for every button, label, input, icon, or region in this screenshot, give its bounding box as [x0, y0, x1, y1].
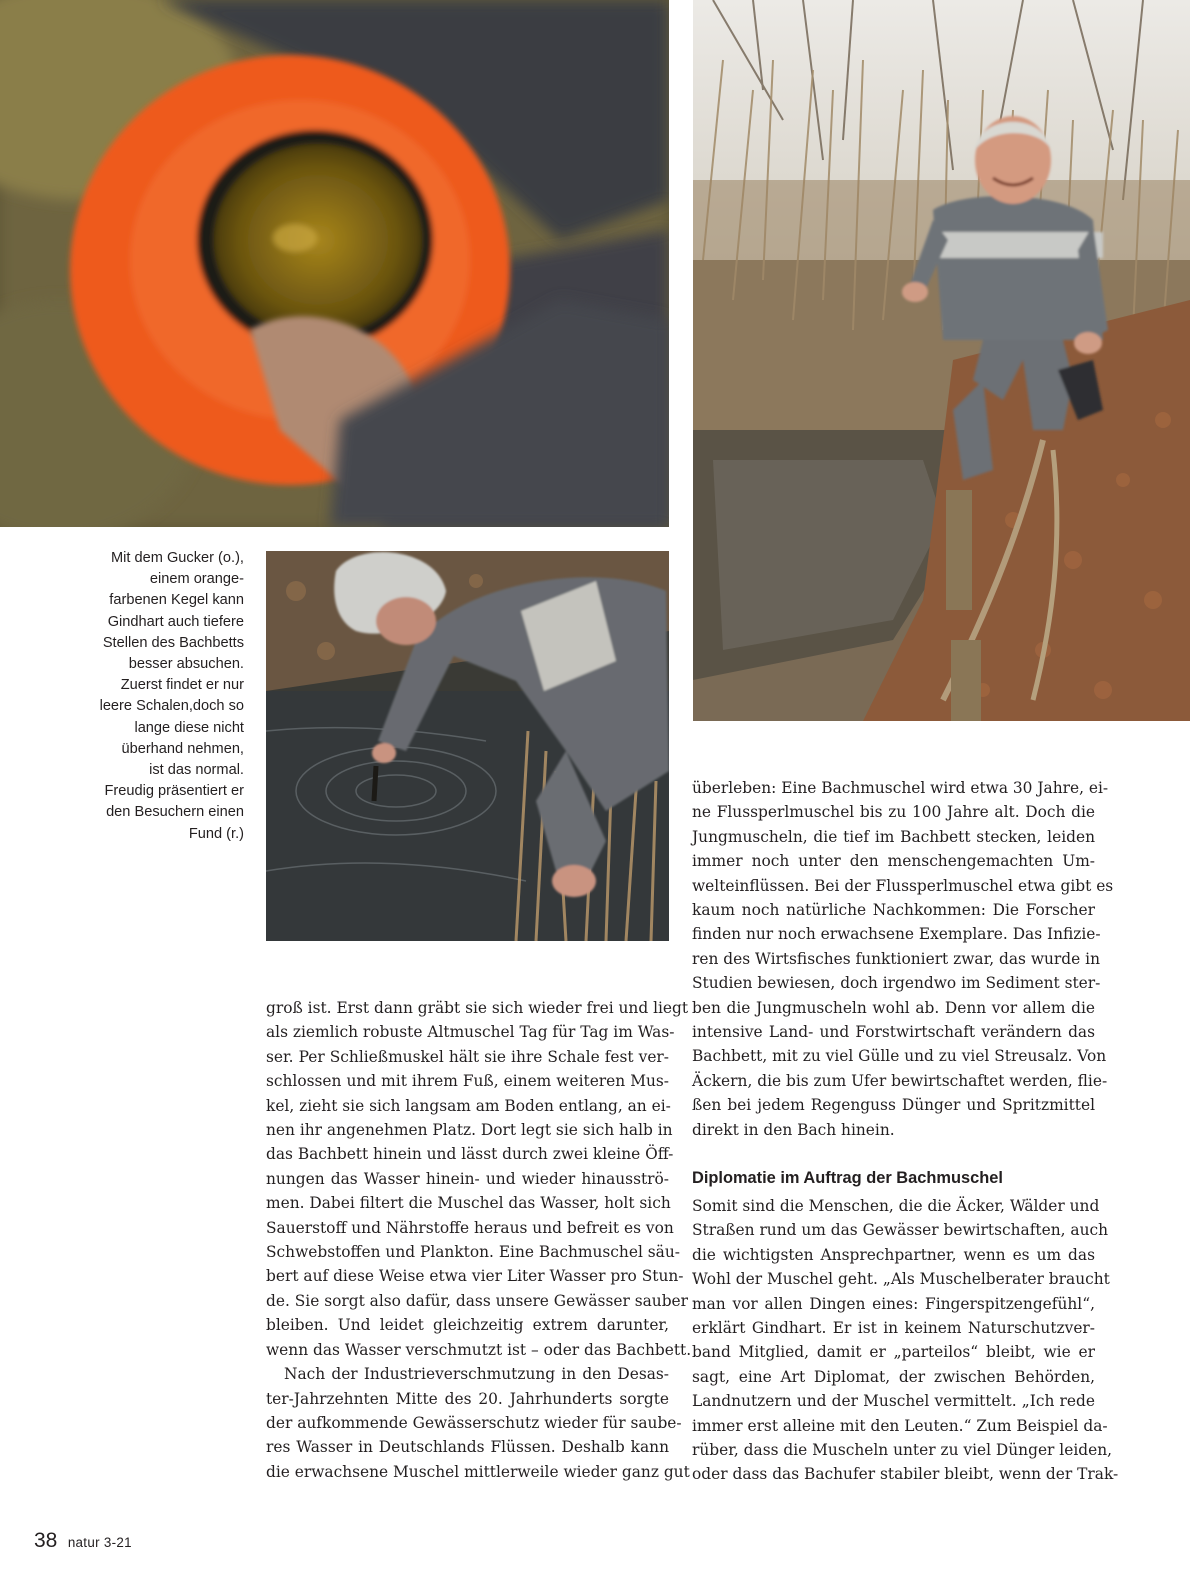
body-line: immer noch unter den menschengemachten Um- [692, 852, 1095, 871]
body-line: rüber, dass die Muscheln unter zu viel Dünger leiden, [692, 1441, 1113, 1460]
caption-line: Freudig präsentiert er [104, 783, 244, 800]
article-column-middle [266, 996, 692, 1484]
body-line: de. Sie sorgt also dafür, dass unsere Gewässer sauber [266, 1291, 689, 1310]
caption-line: leere Schalen,doch so [99, 698, 244, 715]
body-line: direkt in den Bach hinein. [692, 1120, 895, 1139]
body-line: das Bachbett hinein und lässt durch zwei kleine Öff- [266, 1145, 674, 1164]
section-heading: Diplomatie im Auftrag der Bachmuschel [692, 1169, 1003, 1187]
body-line: band Mitglied, damit er „parteilos“ bleibt, wie er [692, 1343, 1095, 1362]
caption-line: einem orange- [149, 571, 244, 588]
body-line: ßen bei jedem Regenguss Dünger und Spritzmittel [692, 1096, 1095, 1115]
body-line: Studien bewiesen, doch irgendwo im Sediment ster- [692, 974, 1101, 993]
body-line: erklärt Gindhart. Er ist in keinem Naturschutzver- [692, 1319, 1095, 1338]
body-line: Sauerstoff und Nährstoffe heraus und befreit es von [266, 1218, 674, 1237]
caption-line: den Besuchern einen [106, 804, 244, 821]
body-line: Straßen rund um das Gewässer bewirtschaften, auch [692, 1221, 1109, 1240]
body-line: finden nur noch erwachsene Exemplare. Das Infizie- [692, 925, 1101, 944]
body-line: die erwachsene Muschel mittlerweile wieder ganz gut [266, 1462, 690, 1481]
caption-line: besser absuchen. [128, 656, 244, 673]
body-line: überleben: Eine Bachmuschel wird etwa 30 Jahre, ei- [692, 779, 1109, 797]
body-line: Schwebstoffen und Plankton. Eine Bachmuschel säu- [266, 1243, 680, 1262]
caption-line: Mit dem Gucker (o.), [111, 550, 244, 566]
photo-man-presenting-find [693, 0, 1190, 721]
page-number: 38 [34, 1529, 58, 1552]
body-line: kel, zieht sie sich langsam am Boden entlang, an ei- [266, 1096, 671, 1115]
body-line: ne Flussperlmuschel bis zu 100 Jahre alt. Doch die [692, 803, 1095, 822]
body-line: nungen das Wasser hinein- und wieder hinausströ- [266, 1169, 669, 1188]
body-line: nen ihr angenehmen Platz. Dort legt sie sich halb in [266, 1121, 673, 1140]
body-line: sagt, eine Art Diplomat, der zwischen Behörden, [692, 1367, 1095, 1386]
body-line: Jungmuscheln, die tief im Bachbett stecken, leiden [692, 827, 1095, 846]
caption-line: Stellen des Bachbetts [102, 634, 244, 651]
body-line: Somit sind die Menschen, die die Äcker, Wälder und [692, 1197, 1100, 1215]
article-column-right-top [692, 776, 1114, 1142]
body-line: ren des Wirtsfisches funktioniert zwar, das wurde in [692, 949, 1100, 968]
body-line: als ziemlich robuste Altmuschel Tag für Tag im Was- [266, 1023, 675, 1042]
photo-man-reaching-stream [266, 551, 669, 941]
body-line: Landnutzern und der Muschel vermittelt. „Ich rede [692, 1392, 1095, 1411]
caption-line: Fund (r.) [188, 825, 244, 842]
body-line: wenn das Wasser verschmutzt ist – oder das Bachbett. [266, 1340, 692, 1359]
article-column-right-bottom [692, 1194, 1119, 1487]
body-line: ben die Jungmuscheln wohl ab. Denn vor allem die [692, 998, 1095, 1017]
body-line: Äckern, die bis zum Ufer bewirtschaftet werden, flie- [692, 1071, 1108, 1090]
body-line: bert auf diese Weise etwa vier Liter Wasser pro Stun- [266, 1267, 684, 1286]
body-line: men. Dabei filtert die Muschel das Wasser, holt sich [266, 1194, 671, 1213]
photo-caption [60, 548, 244, 845]
magazine-issue: natur 3-21 [67, 1535, 132, 1550]
body-line: res Wasser in Deutschlands Flüssen. Deshalb kann [266, 1438, 669, 1457]
body-line: der aufkommende Gewässerschutz wieder für saube- [266, 1413, 682, 1432]
body-line: Bachbett, mit zu viel Gülle und zu viel Streusalz. Von [692, 1047, 1107, 1066]
body-line: Nach der Industrieverschmutzung in den Desas- [284, 1365, 669, 1384]
caption-line: farbenen Kegel kann [109, 592, 244, 609]
photo-gucker-cone [0, 0, 669, 527]
page-footer [34, 1529, 132, 1553]
body-line: bleiben. Und leidet gleichzeitig extrem darunter, [266, 1316, 669, 1335]
body-line: intensive Land- und Forstwirtschaft verändern das [692, 1023, 1095, 1042]
body-line: die wichtigsten Ansprechpartner, wenn es um das [692, 1245, 1095, 1264]
caption-line: Gindhart auch tiefere [107, 613, 244, 630]
body-line: ter-Jahrzehnten Mitte des 20. Jahrhunderts sorgte [266, 1389, 669, 1408]
body-line: ser. Per Schließmuskel hält sie ihre Schale fest ver- [266, 1047, 669, 1066]
body-line: man vor allen Dingen eines: Fingerspitzengefühl“, [692, 1294, 1095, 1313]
caption-line: überhand nehmen, [121, 740, 244, 757]
caption-line: ist das normal. [149, 762, 244, 779]
body-line: groß ist. Erst dann gräbt sie sich wieder frei und liegt [266, 999, 689, 1017]
body-line: Wohl der Muschel geht. „Als Muschelberater braucht [692, 1270, 1110, 1289]
body-line: oder dass das Bachufer stabiler bleibt, wenn der Trak- [692, 1465, 1119, 1484]
caption-line: Zuerst findet er nur [120, 677, 244, 694]
body-line: kaum noch natürliche Nachkommen: Die Forscher [692, 901, 1095, 920]
body-line: schlossen und mit ihrem Fuß, einem weiteren Mus- [266, 1072, 669, 1091]
body-line: immer erst alleine mit den Leuten.“ Zum Beispiel da- [692, 1416, 1108, 1435]
body-line: welteinflüssen. Bei der Flussperlmuschel etwa gibt es [692, 876, 1114, 895]
caption-line: lange diese nicht [134, 719, 244, 736]
